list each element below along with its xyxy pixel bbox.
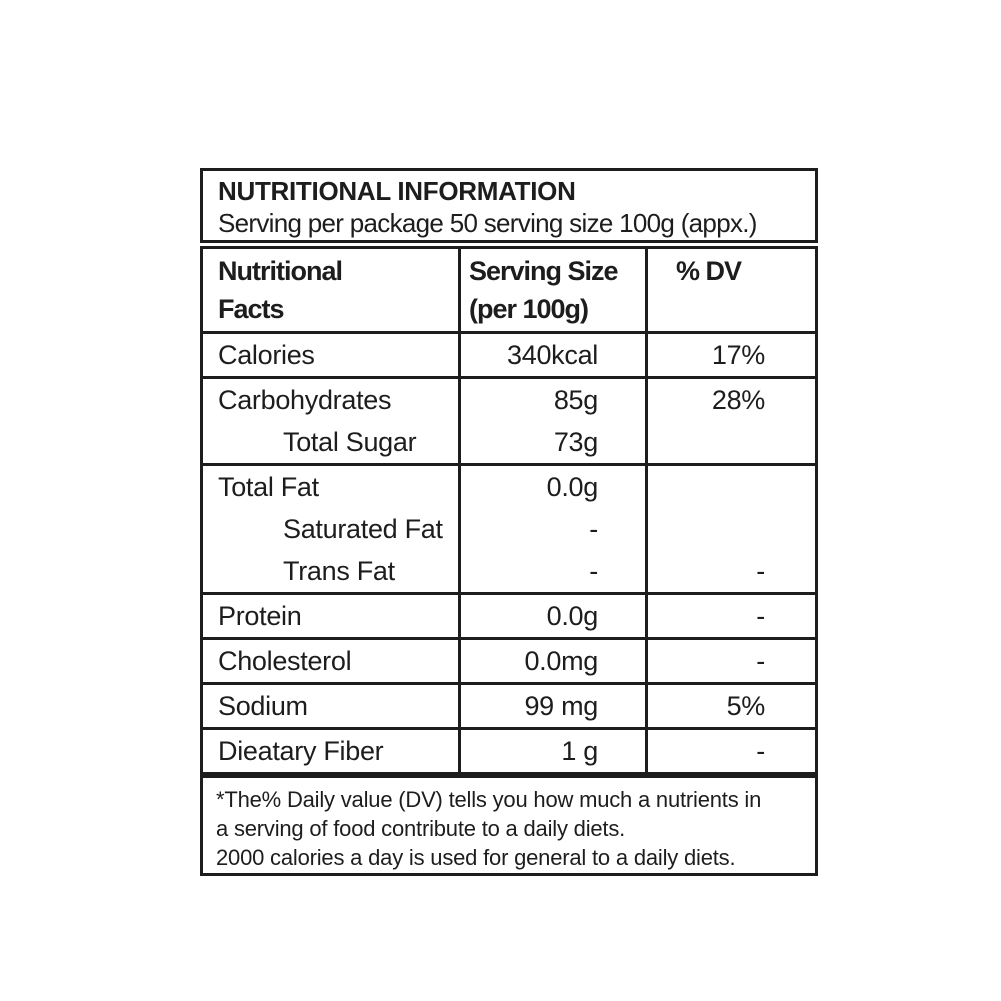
header-cell-serving-size: [458, 249, 648, 331]
serving-value-cell: -: [458, 508, 648, 550]
facts-table: [200, 246, 818, 775]
header-cell-line: Nutritional: [218, 256, 342, 286]
nutrient-name-cell: Total Sugar: [283, 426, 417, 457]
nutrient-name-cell: Carbohydrates: [218, 384, 392, 415]
table-row: [203, 685, 815, 727]
serving-value-cell: 0.0mg: [458, 640, 648, 682]
serving-value-cell: 73g: [458, 421, 648, 463]
table-group: [203, 727, 815, 772]
serving-value-cell: 99 mg: [458, 685, 648, 727]
table-row: [203, 730, 815, 772]
table-group: [203, 376, 815, 463]
dv-value-cell: [648, 508, 815, 550]
nutrient-name-cell: Trans Fat: [283, 555, 395, 586]
nutrition-label: [200, 168, 818, 876]
dv-value-cell: [648, 421, 815, 463]
dv-value-cell: 28%: [711, 384, 765, 415]
table-row: [203, 379, 815, 421]
table-row: [203, 640, 815, 682]
header-cell-dv: [648, 249, 815, 331]
table-group: [203, 592, 815, 637]
table-row: [203, 550, 815, 592]
footnote-line-2: a serving of food contribute to a daily diets.: [216, 816, 626, 841]
dv-value-cell: -: [756, 735, 765, 766]
nutrient-name-cell: Cholesterol: [218, 645, 352, 676]
label-title: NUTRITIONAL INFORMATION: [218, 176, 576, 206]
serving-value-cell: -: [458, 550, 648, 592]
dv-value-cell: -: [756, 600, 765, 631]
header-cell-line: % DV: [676, 256, 742, 286]
nutrient-name-cell: Dieatary Fiber: [218, 735, 384, 766]
dv-value-cell: 5%: [726, 690, 765, 721]
nutrient-name-cell: Saturated Fat: [283, 513, 443, 544]
table-row: [203, 595, 815, 637]
serving-value-cell: 85g: [458, 379, 648, 421]
dv-value-cell: 17%: [711, 339, 765, 370]
serving-value-cell: 0.0g: [458, 595, 648, 637]
serving-value-cell: 340kcal: [458, 334, 648, 376]
facts-body: [203, 334, 815, 772]
footnote-line-3: 2000 calories a day is used for general to a daily diets.: [216, 845, 736, 870]
nutrient-name-cell: Protein: [218, 600, 302, 631]
dv-value-cell: -: [756, 555, 765, 586]
header-cell-line: Facts: [218, 294, 284, 324]
table-row: [203, 466, 815, 508]
footnote-line-1: *The% Daily value (DV) tells you how much a nutrients in: [216, 787, 762, 812]
serving-value-cell: 1 g: [458, 730, 648, 772]
table-header-row: [203, 249, 815, 334]
table-group: [203, 463, 815, 592]
footnote-box: [200, 775, 818, 876]
nutrient-name-cell: Sodium: [218, 690, 308, 721]
header-cell-line: Serving Size: [469, 256, 618, 286]
label-header-box: [200, 168, 818, 243]
table-group: [203, 637, 815, 682]
header-cell-nutrient: [203, 249, 458, 331]
dv-value-cell: -: [756, 645, 765, 676]
table-row: [203, 421, 815, 463]
table-row: [203, 508, 815, 550]
table-group: [203, 682, 815, 727]
nutrient-name-cell: Total Fat: [218, 471, 319, 502]
table-group: [203, 334, 815, 376]
nutrient-name-cell: Calories: [218, 339, 315, 370]
serving-value-cell: 0.0g: [458, 466, 648, 508]
header-cell-line: (per 100g): [469, 294, 589, 324]
dv-value-cell: [648, 466, 815, 508]
table-row: [203, 334, 815, 376]
serving-info: Serving per package 50 serving size 100g (appx.): [218, 208, 757, 238]
